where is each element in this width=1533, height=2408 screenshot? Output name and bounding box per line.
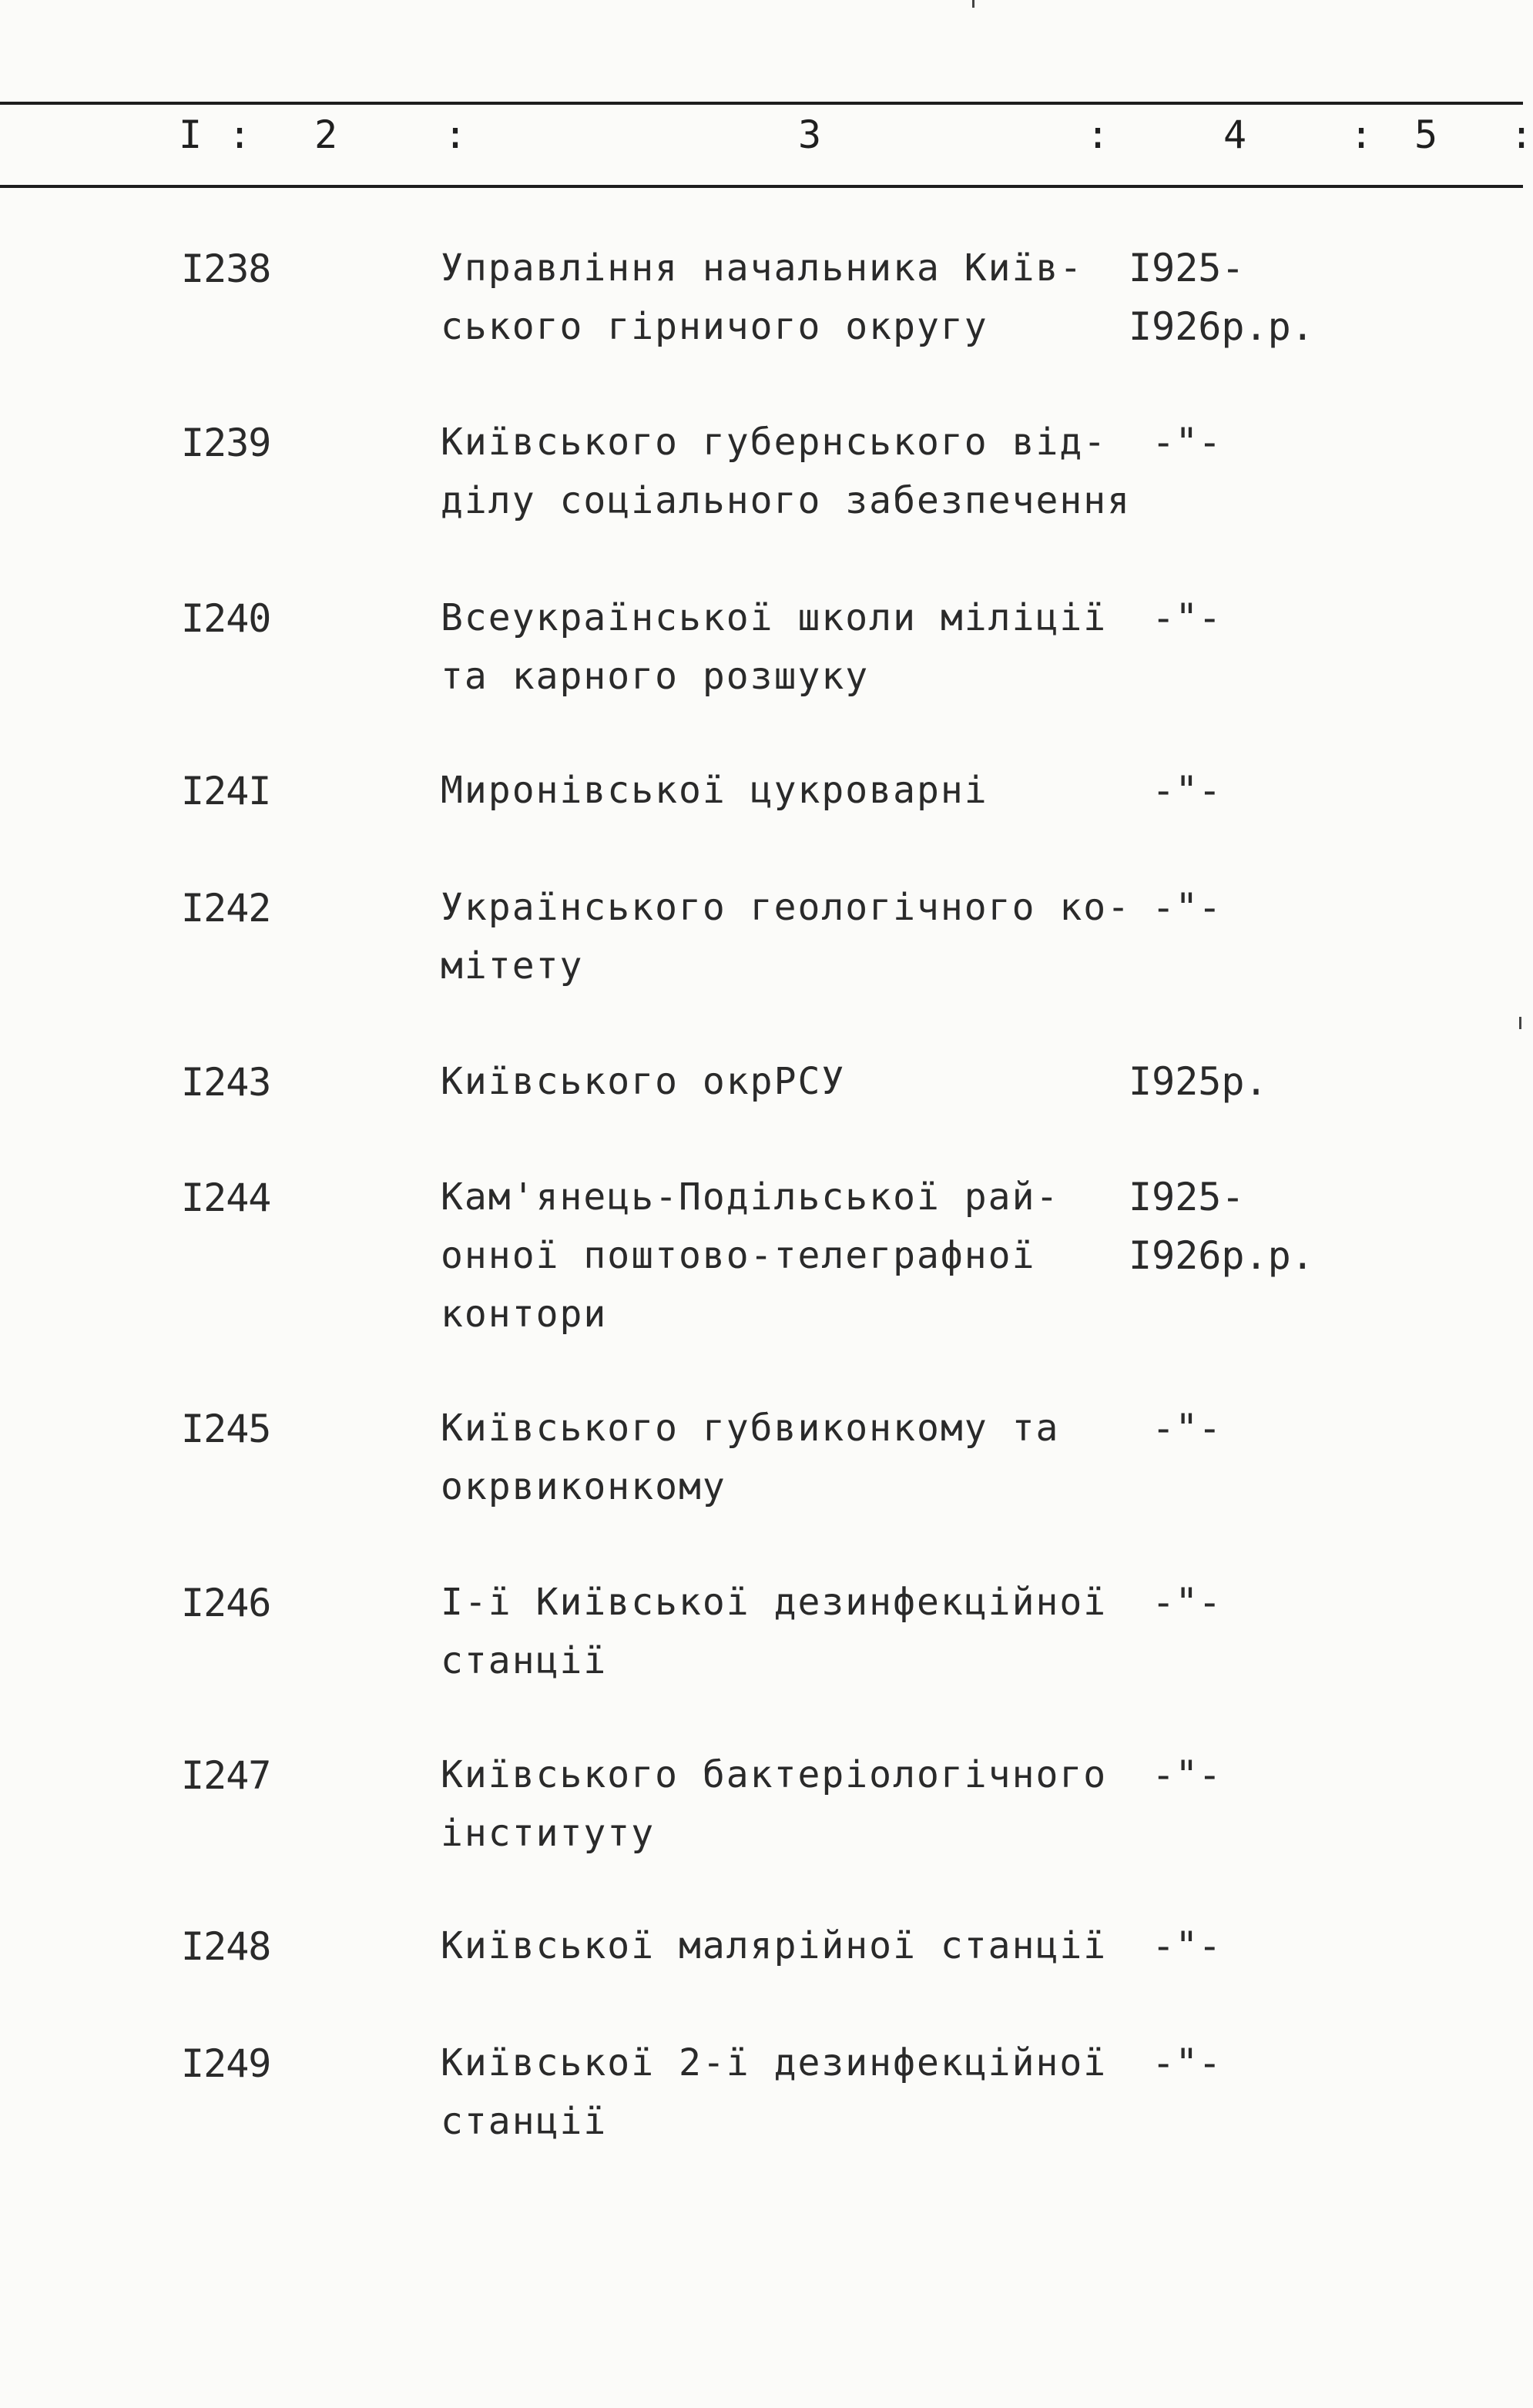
case-date-line: I925- (1129, 246, 1245, 290)
case-title-line: та карного розшуку (441, 655, 870, 698)
case-title-line: Київської малярійної станції (441, 1924, 1108, 1967)
case-number: I248 (181, 1924, 271, 1969)
header-col-1: I (179, 112, 203, 157)
case-date-line: -"- (1129, 2041, 1222, 2085)
case-title-line: Миронівської цукроварні (441, 769, 988, 812)
case-date-line: I926р.р. (1129, 1233, 1314, 1278)
case-date-line: -"- (1129, 1752, 1222, 1797)
case-number: I243 (181, 1060, 271, 1105)
case-number: I240 (181, 596, 271, 641)
case-date-line: -"- (1129, 1923, 1222, 1968)
header-separator: : (444, 112, 468, 157)
case-date-line: -"- (1129, 885, 1222, 930)
case-title-line: Київського губвиконкому та (441, 1407, 1060, 1450)
case-date-line: -"- (1129, 1580, 1222, 1625)
case-title-line: онної поштово-телеграфної (441, 1234, 1036, 1277)
case-number: I24I (181, 769, 271, 813)
case-title-line: станції (441, 1639, 608, 1682)
case-title-line: Всеукраїнської школи міліції (441, 596, 1108, 639)
header-col-5: 5 (1414, 112, 1438, 157)
scan-mark (1519, 1017, 1521, 1029)
case-title-line: ділу соціального забезпечення (441, 479, 1132, 522)
case-number: I247 (181, 1753, 271, 1798)
case-date-line: -"- (1129, 768, 1222, 813)
header-separator: : (1350, 112, 1374, 157)
case-title-line: ського гірничого округу (441, 305, 988, 348)
case-date-line: I926р.р. (1129, 304, 1314, 349)
case-title-line: Київського бактеріологічного (441, 1753, 1108, 1796)
header-col-3: 3 (798, 112, 822, 157)
case-number: I239 (181, 421, 271, 465)
case-title-line: Управління начальника Київ- (441, 247, 1084, 290)
case-number: I246 (181, 1581, 271, 1625)
header-col-2: 2 (314, 112, 338, 157)
case-number: I244 (181, 1175, 271, 1220)
header-separator: : (1086, 112, 1110, 157)
case-date-line: -"- (1129, 595, 1222, 640)
header-bottom-rule (0, 185, 1523, 188)
case-number: I242 (181, 886, 271, 931)
header-top-rule (0, 102, 1523, 105)
case-title-line: інституту (441, 1812, 656, 1855)
case-number: I238 (181, 247, 271, 291)
case-title-line: контори (441, 1293, 608, 1336)
case-title-line: Київської 2-ї дезинфекційної (441, 2041, 1108, 2084)
case-title-line: Кам'янець-Подільської рай- (441, 1175, 1060, 1219)
header-col-4: 4 (1223, 112, 1247, 157)
case-title-line: станції (441, 2100, 608, 2143)
case-date-line: -"- (1129, 420, 1222, 464)
case-number: I245 (181, 1407, 271, 1451)
case-title-line: мітету (441, 944, 584, 988)
case-title-line: Київського губернського від- (441, 421, 1108, 464)
case-title-line: I-ї Київської дезинфекційної (441, 1581, 1108, 1624)
case-date-line: I925р. (1129, 1059, 1268, 1104)
case-number: I249 (181, 2041, 271, 2086)
header-separator: : (228, 112, 252, 157)
header-separator: : (1510, 112, 1533, 157)
case-title-line: Українського геологічного ко- (441, 886, 1132, 929)
case-title-line: окрвиконкому (441, 1465, 726, 1508)
scan-mark (972, 0, 974, 8)
case-date-line: I925- (1129, 1175, 1245, 1219)
case-date-line: -"- (1129, 1406, 1222, 1451)
case-title-line: Київського окрРСУ (441, 1060, 846, 1103)
